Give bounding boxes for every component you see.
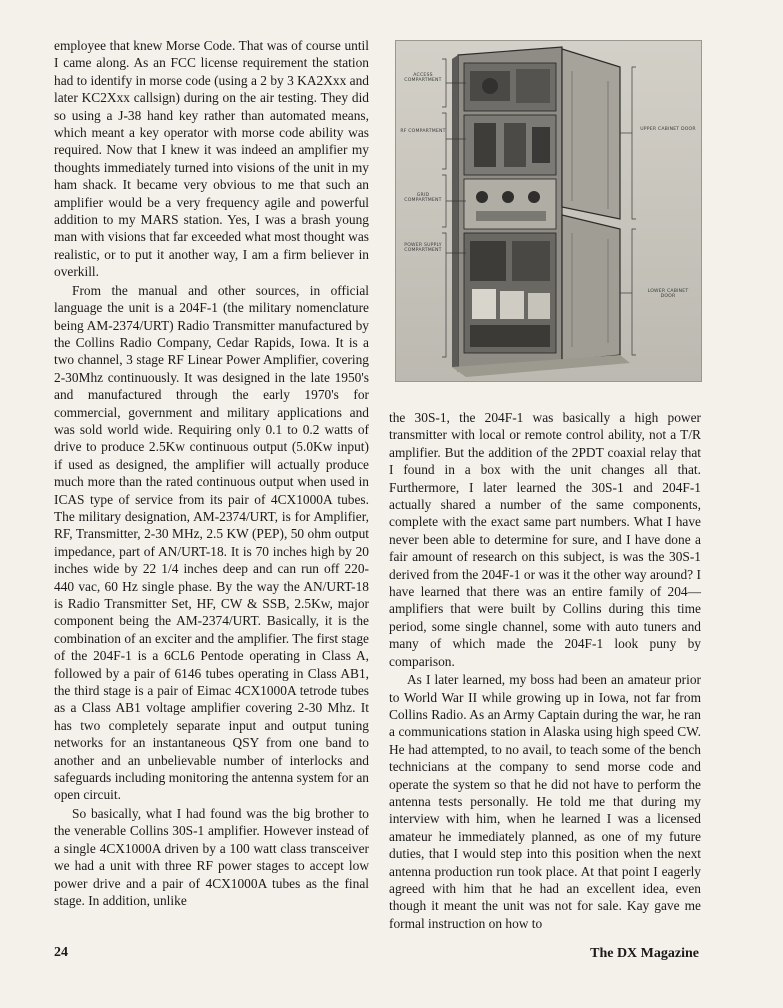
paragraph: From the manual and other sources, in official language the unit is a 204F-1 (the military nomenclature being AM-2374/URT) Radio Transmitter manufactured by the Collins Radio Company, Cedar Rapids, Iowa. It is a two channel, 3 stage RF Linear Power Amplifier, covering 2-30Mhz continuously. It was designed in the late 1950's and manufactured through the early 1970's for commercial, government and military applications and was sold world wide. Requiring only 0.1 to 0.2 watts of drive to produce 2.5Kw continuous output (5.0Kw input) if used as designed, the amplifier will actually produce much more than the rated continuous output when used in ICAS type of service from its pair of 4CX1000A tubes. The military designation, AM-2374/URT, is for Amplifier, RF, Transmitter, 2-30 MHz, 2.5 KW (PEP), 50 ohm output impedance, part of AN/URT-18. It is 70 inches high by 20 inches wide by 22 1/4 inches deep and can run off 220-440 vac, 60 Hz single phase. By the way the AN/URT-18 is Radio Transmitter Set, HF, CW & SSB, 2.5Kw, major component being the AM-2374/URT. Basically, it is the combination of an exciter and the amplifier. The first stage of the 204F-1 is a 6CL6 Pentode operating in Class A, followed by a pair of 6146 tubes operating in Class AB1, the third stage is a pair of Eimac 4CX1000A tetrode tubes as a Class AB1 voltage amplifier covering 2-30 Mhz. It has two completely separate input and output tuning networks for an instantaneous QSY from one band to another and an unbelievable number of interlocks and safeguards including monitoring the antenna system for an open circuit. — [54, 282, 369, 803]
paragraph: employee that knew Morse Code. That was of course until I came along. As an FCC license requirement the station had to identify in morse code (using a 2 by 3 KA2Xxx and later KC2Xxx callsign) during on the air testing. They did so using a J-38 hand key rather than automated means, which meant a key operator with morse code ability was required. Now that I knew it was indeed an amplifier my thoughts immediately turned into visions of the unit in my ham shack. It became very obvious to me that such an amplifier would be a very frequency agile and powerful addition to my MARS station. Yes, I was a brash young man with visions that far exceeded what most thought was realistic, or to put it another way, I am a firm believer in overkill. — [54, 38, 369, 280]
page-number: 24 — [54, 945, 68, 960]
paragraph: As I later learned, my boss had been an amateur prior to World War II while growing up in Iowa, not far from Collins Radio. As an Army Captain during the war, he ran a communications station in Alaska using high speed CW. He had attempted, to no avail, to teach some of the bench technicians at the company to send morse code and operate the system so that he did not have to perform the antenna tests personally. He told me that during my interview with him, when he learned I was a licensed amateur he immediately planned, as one of my future duties, that I would step into this position when the next antenna production run took place. At that point I eagerly agreed with him that he had an excellent idea, even though it meant the unit was not for sale. Kay gave me formal instruction on how to — [389, 672, 701, 931]
paragraph: the 30S-1, the 204F-1 was basically a high power transmitter with local or remote control ability, not a T/R amplifier. But the addition of the 2PDT coaxial relay that I found in a box with the unit changes all that. Furthermore, I later learned the 30S-1 and 204F-1 actually shared a number of the same components, complete with the exact same part numbers. What I have never been able to determine for sure, and I have done a fair amount of research on this subject, is was the 30S-1 derived from the 204F-1 or was it the other way around? I have learned that there was an entire family of 204— amplifiers that were built by Collins during this time period, some single channel, some with auto tuners and many of which made the 204F-1 look puny by comparison. — [389, 410, 701, 669]
right-text-column — [389, 409, 701, 932]
callout-power-supply-compartment: POWER SUPPLY COMPARTMENT — [404, 243, 442, 254]
callout-access-compartment: ACCESS COMPARTMENT — [404, 73, 442, 84]
callout-lower-cabinet-door: LOWER CABINET DOOR — [647, 289, 689, 300]
callout-upper-cabinet-door: UPPER CABINET DOOR — [640, 127, 696, 132]
paragraph: So basically, what I had found was the big brother to the venerable Collins 30S-1 amplifier. However instead of a single 4CX1000A driven by a 100 watt class transceiver we had a unit with three RF power stages to accept low power drive and a pair of 4CX1000A tubes as the final stage. In addition, unlike — [54, 805, 369, 908]
cabinet-illustration — [396, 41, 701, 381]
transmitter-cabinet-photo — [395, 40, 702, 382]
callout-rf-compartment: RF COMPARTMENT — [400, 129, 446, 134]
callout-grid-compartment: GRID COMPARTMENT — [404, 193, 442, 204]
magazine-name: The DX Magazine — [590, 946, 699, 961]
left-text-column — [54, 37, 369, 909]
